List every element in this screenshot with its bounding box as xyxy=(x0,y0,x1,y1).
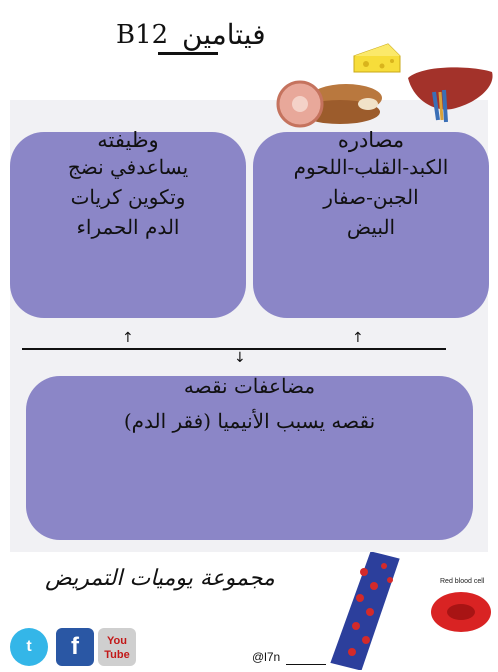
function-box xyxy=(10,128,246,318)
arrow-up-left: ↑ xyxy=(122,330,134,346)
function-line: الدم الحمراء xyxy=(76,215,180,239)
twitter-glyph: t xyxy=(26,638,32,655)
account-handle: @l7n xyxy=(252,650,281,664)
youtube-icon[interactable] xyxy=(98,628,136,666)
arrow-up-right: ↑ xyxy=(352,330,364,346)
function-line: وتكوين كريات xyxy=(70,185,186,209)
handle-underline xyxy=(286,664,326,665)
sources-line: الكبد-القلب-اللحوم xyxy=(293,155,449,179)
group-name: مجموعة يوميات التمريض xyxy=(45,566,275,591)
title-underline xyxy=(158,52,218,55)
function-line: يساعدفي نضج xyxy=(67,155,189,179)
sources-heading: مصادره xyxy=(337,128,405,152)
blood-vessel-icon xyxy=(330,552,402,670)
sources-line: الجبن-صفار xyxy=(323,185,419,209)
page-title xyxy=(110,18,290,58)
deficiency-heading: مضاعفات نقصه xyxy=(183,374,316,398)
sources-box xyxy=(253,128,489,318)
sources-line: البيض xyxy=(346,215,396,239)
youtube-glyph: You Tube xyxy=(104,635,130,661)
deficiency-line: نقصه يسبب الأنيميا (فقر الدم) xyxy=(123,409,376,433)
rbc-label: Red blood cell xyxy=(440,578,485,585)
twitter-icon[interactable] xyxy=(10,628,48,666)
facebook-icon[interactable] xyxy=(56,628,94,666)
title-latin: B12 xyxy=(116,20,169,50)
liver-icon xyxy=(404,62,496,124)
red-blood-cell-icon xyxy=(428,586,494,636)
ham-icon xyxy=(276,74,386,134)
facebook-glyph: f xyxy=(71,633,79,660)
arrow-down: ↓ xyxy=(234,350,246,366)
function-heading: وظيفته xyxy=(97,128,159,152)
deficiency-box xyxy=(26,376,473,540)
cheese-icon xyxy=(350,42,404,76)
title-arabic: فيتامين xyxy=(182,18,266,51)
